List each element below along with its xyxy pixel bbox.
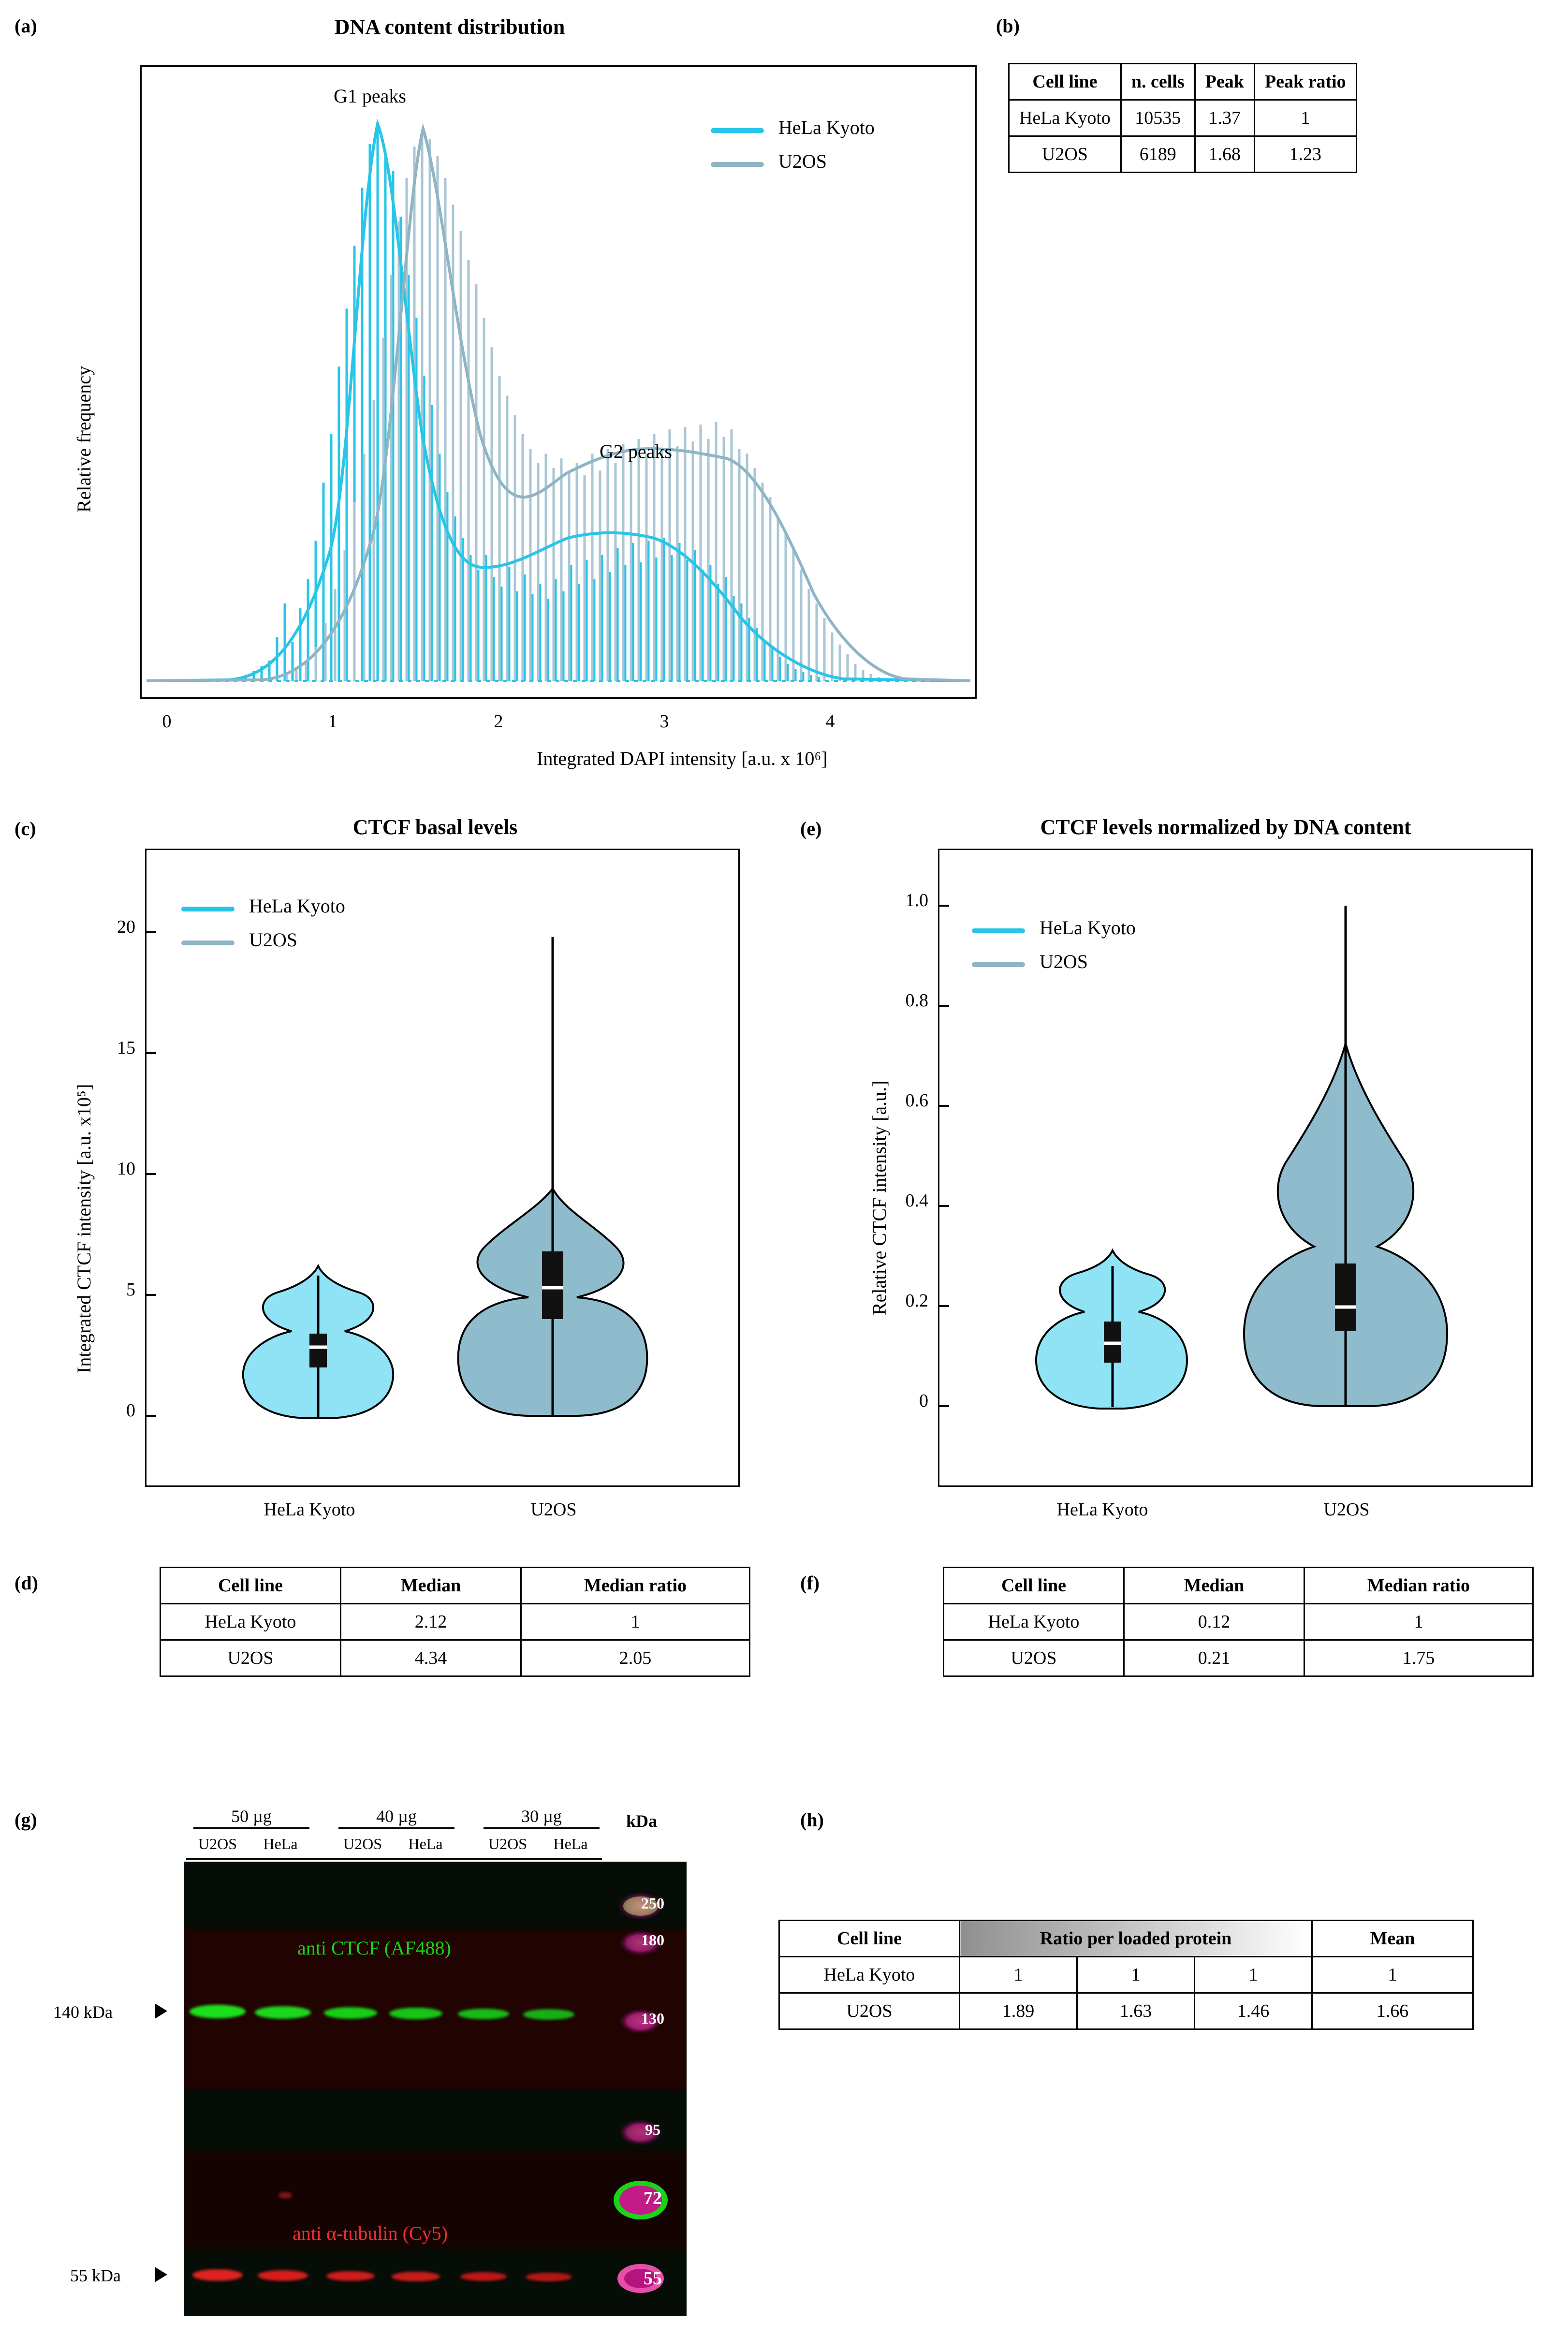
panel-e-ylabel: Relative CTCF intensity [a.u.] bbox=[868, 1080, 890, 1315]
th-cell-line: Cell line bbox=[161, 1568, 341, 1604]
violin-normalized-svg bbox=[939, 850, 1531, 1485]
panel-label-f: (f) bbox=[800, 1572, 820, 1594]
xtick-a-0: 0 bbox=[162, 711, 172, 732]
panel-title-e: CTCF levels normalized by DNA content bbox=[1040, 815, 1411, 839]
load-label-50ug: 50 µg bbox=[193, 1806, 309, 1829]
th-cell-line: Cell line bbox=[1009, 64, 1121, 100]
table-row bbox=[779, 1957, 1473, 1993]
xtick-a-3: 3 bbox=[659, 711, 669, 732]
cell-peak: 1.37 bbox=[1195, 100, 1254, 136]
cell-ratio-1: 1 bbox=[960, 1957, 1077, 1993]
blot-svg bbox=[184, 1862, 687, 2316]
antibody-label-tubulin: anti α-tubulin (Cy5) bbox=[293, 2222, 448, 2244]
legend-swatch-hela-a bbox=[711, 128, 764, 133]
cell-ratio-1: 1.89 bbox=[960, 1993, 1077, 2029]
ytick-e-2: 0.4 bbox=[905, 1190, 928, 1211]
u2os-kde-curve bbox=[147, 129, 970, 681]
cell-line-name: HeLa Kyoto bbox=[161, 1604, 341, 1640]
western-blot-image bbox=[184, 1862, 687, 2316]
legend-label-hela-e: HeLa Kyoto bbox=[1040, 917, 1136, 939]
panel-a-ylabel: Relative frequency bbox=[73, 366, 95, 513]
table-row bbox=[779, 1993, 1473, 2029]
cell-mean: 1 bbox=[1312, 1957, 1473, 1993]
legend-label-u2os-e: U2OS bbox=[1040, 951, 1088, 972]
panel-a-xlabel: Integrated DAPI intensity [a.u. x 10⁶] bbox=[537, 748, 828, 769]
table-row bbox=[161, 1640, 750, 1676]
mw-marker-95: 95 bbox=[645, 2121, 660, 2138]
lane-label-4: HeLa bbox=[408, 1835, 443, 1852]
legend-swatch-u2os-e bbox=[972, 962, 1025, 967]
th-median-ratio: Median ratio bbox=[1304, 1568, 1533, 1604]
ytick-c-0: 0 bbox=[126, 1400, 135, 1421]
cell-median: 4.34 bbox=[341, 1640, 521, 1676]
mw-marker-180: 180 bbox=[641, 1931, 664, 1949]
xtick-c-hela: HeLa Kyoto bbox=[264, 1499, 355, 1520]
cell-line-name: U2OS bbox=[944, 1640, 1124, 1676]
table-ratio-loaded-protein bbox=[778, 1920, 1474, 2030]
mw-marker-250: 250 bbox=[641, 1895, 664, 1912]
box-u2os-c bbox=[542, 1251, 563, 1319]
legend-swatch-u2os-c bbox=[181, 940, 234, 945]
th-n-cells: n. cells bbox=[1121, 64, 1195, 100]
cell-ratio-2: 1.63 bbox=[1077, 1993, 1195, 2029]
cell-peak-ratio: 1 bbox=[1254, 100, 1356, 136]
th-peak: Peak bbox=[1195, 64, 1254, 100]
panel-label-e: (e) bbox=[800, 818, 822, 839]
lane-label-3: U2OS bbox=[343, 1835, 382, 1852]
blot-left-label-140: 140 kDa bbox=[53, 2002, 113, 2022]
ytick-marks-c bbox=[147, 932, 156, 1416]
th-peak-ratio: Peak ratio bbox=[1254, 64, 1356, 100]
table-peak-ratio bbox=[1008, 63, 1357, 173]
lane-label-2: HeLa bbox=[263, 1835, 298, 1852]
th-mean: Mean bbox=[1312, 1921, 1473, 1957]
cell-line-name: U2OS bbox=[779, 1993, 960, 2029]
xtick-e-hela: HeLa Kyoto bbox=[1056, 1499, 1148, 1520]
th-median-ratio: Median ratio bbox=[521, 1568, 750, 1604]
table-header-row bbox=[161, 1568, 750, 1604]
panel-label-b: (b) bbox=[996, 15, 1020, 37]
violin-basal-svg bbox=[147, 850, 738, 1485]
cell-median-ratio: 2.05 bbox=[521, 1640, 750, 1676]
cell-ratio-3: 1.46 bbox=[1195, 1993, 1312, 2029]
table-header-row bbox=[944, 1568, 1533, 1604]
ytick-e-5: 1.0 bbox=[905, 890, 928, 911]
th-ratio-per-loaded-protein: Ratio per loaded protein bbox=[960, 1921, 1312, 1957]
ytick-c-3: 15 bbox=[117, 1038, 135, 1058]
panel-label-d: (d) bbox=[15, 1572, 38, 1594]
ytick-c-1: 5 bbox=[126, 1279, 135, 1300]
box-hela-c bbox=[309, 1334, 327, 1367]
mw-marker-72: 72 bbox=[644, 2188, 662, 2208]
cell-median: 0.21 bbox=[1124, 1640, 1304, 1676]
cell-median-ratio: 1.75 bbox=[1304, 1640, 1533, 1676]
hela-kde-curve bbox=[147, 124, 970, 681]
cell-median-ratio: 1 bbox=[1304, 1604, 1533, 1640]
load-label-30ug: 30 µg bbox=[484, 1806, 600, 1829]
ytick-e-0: 0 bbox=[919, 1391, 928, 1411]
cell-median: 0.12 bbox=[1124, 1604, 1304, 1640]
panel-label-g: (g) bbox=[15, 1809, 37, 1831]
table-basal-median bbox=[160, 1567, 750, 1677]
panel-e-plot bbox=[938, 849, 1533, 1487]
legend-label-u2os-c: U2OS bbox=[249, 929, 298, 951]
ytick-e-4: 0.8 bbox=[905, 990, 928, 1011]
annotation-g2-peaks: G2 peaks bbox=[600, 441, 672, 462]
table-row bbox=[944, 1604, 1533, 1640]
mw-marker-130: 130 bbox=[641, 2010, 664, 2027]
cell-peak: 1.68 bbox=[1195, 136, 1254, 173]
load-label-40ug: 40 µg bbox=[338, 1806, 454, 1829]
legend-swatch-hela-c bbox=[181, 907, 234, 911]
panel-c-ylabel: Integrated CTCF intensity [a.u. x10⁵] bbox=[73, 1084, 95, 1373]
cell-line-name: HeLa Kyoto bbox=[779, 1957, 960, 1993]
box-u2os-e bbox=[1335, 1263, 1356, 1331]
cell-median: 2.12 bbox=[341, 1604, 521, 1640]
cell-n-cells: 6189 bbox=[1121, 136, 1195, 173]
annotation-g1-peaks: G1 peaks bbox=[334, 85, 406, 107]
th-cell-line: Cell line bbox=[779, 1921, 960, 1957]
panel-label-a: (a) bbox=[15, 15, 37, 37]
panel-label-c: (c) bbox=[15, 818, 36, 839]
ytick-e-1: 0.2 bbox=[905, 1291, 928, 1311]
xtick-a-4: 4 bbox=[825, 711, 835, 732]
ytick-e-3: 0.6 bbox=[905, 1090, 928, 1111]
panel-c-plot bbox=[145, 849, 740, 1487]
panel-title-a: DNA content distribution bbox=[334, 15, 565, 39]
cell-median-ratio: 1 bbox=[521, 1604, 750, 1640]
lane-label-6: HeLa bbox=[553, 1835, 588, 1852]
lane-label-1: U2OS bbox=[198, 1835, 237, 1852]
cell-n-cells: 10535 bbox=[1121, 100, 1195, 136]
th-median: Median bbox=[1124, 1568, 1304, 1604]
table-row bbox=[1009, 136, 1357, 173]
cell-ratio-3: 1 bbox=[1195, 1957, 1312, 1993]
cell-ratio-2: 1 bbox=[1077, 1957, 1195, 1993]
table-header-row bbox=[1009, 64, 1357, 100]
xtick-a-2: 2 bbox=[494, 711, 503, 732]
xtick-c-u2os: U2OS bbox=[530, 1499, 577, 1520]
cell-mean: 1.66 bbox=[1312, 1993, 1473, 2029]
legend-label-hela-a: HeLa Kyoto bbox=[778, 117, 875, 138]
table-normalized-median bbox=[943, 1567, 1534, 1677]
kda-header: kDa bbox=[626, 1811, 658, 1831]
legend-swatch-hela-e bbox=[972, 928, 1025, 933]
dna-histogram-svg bbox=[142, 67, 975, 697]
panel-a-plot bbox=[140, 65, 977, 699]
ytick-c-4: 20 bbox=[117, 917, 135, 937]
cell-line-name: HeLa Kyoto bbox=[1009, 100, 1121, 136]
xtick-e-u2os: U2OS bbox=[1323, 1499, 1370, 1520]
table-row bbox=[944, 1640, 1533, 1676]
cell-line-name: U2OS bbox=[161, 1640, 341, 1676]
panel-title-c: CTCF basal levels bbox=[352, 815, 518, 839]
table-row bbox=[161, 1604, 750, 1640]
ytick-marks-e bbox=[939, 906, 949, 1406]
table-row bbox=[1009, 100, 1357, 136]
legend-label-u2os-a: U2OS bbox=[778, 150, 827, 172]
panel-label-h: (h) bbox=[800, 1809, 824, 1831]
blot-left-label-55: 55 kDa bbox=[70, 2266, 121, 2285]
antibody-label-ctcf: anti CTCF (AF488) bbox=[297, 1937, 451, 1959]
arrow-55kda-icon bbox=[155, 2267, 167, 2282]
th-median: Median bbox=[341, 1568, 521, 1604]
xtick-a-1: 1 bbox=[328, 711, 337, 732]
th-cell-line: Cell line bbox=[944, 1568, 1124, 1604]
cell-line-name: U2OS bbox=[1009, 136, 1121, 173]
arrow-140kda-icon bbox=[155, 2003, 167, 2019]
legend-label-hela-c: HeLa Kyoto bbox=[249, 895, 345, 917]
legend-swatch-u2os-a bbox=[711, 162, 764, 167]
mw-marker-55: 55 bbox=[644, 2268, 662, 2289]
lane-label-5: U2OS bbox=[488, 1835, 527, 1852]
ytick-c-2: 10 bbox=[117, 1159, 135, 1179]
cell-line-name: HeLa Kyoto bbox=[944, 1604, 1124, 1640]
cell-peak-ratio: 1.23 bbox=[1254, 136, 1356, 173]
table-header-row bbox=[779, 1921, 1473, 1957]
u2os-histogram-bars bbox=[287, 130, 879, 681]
